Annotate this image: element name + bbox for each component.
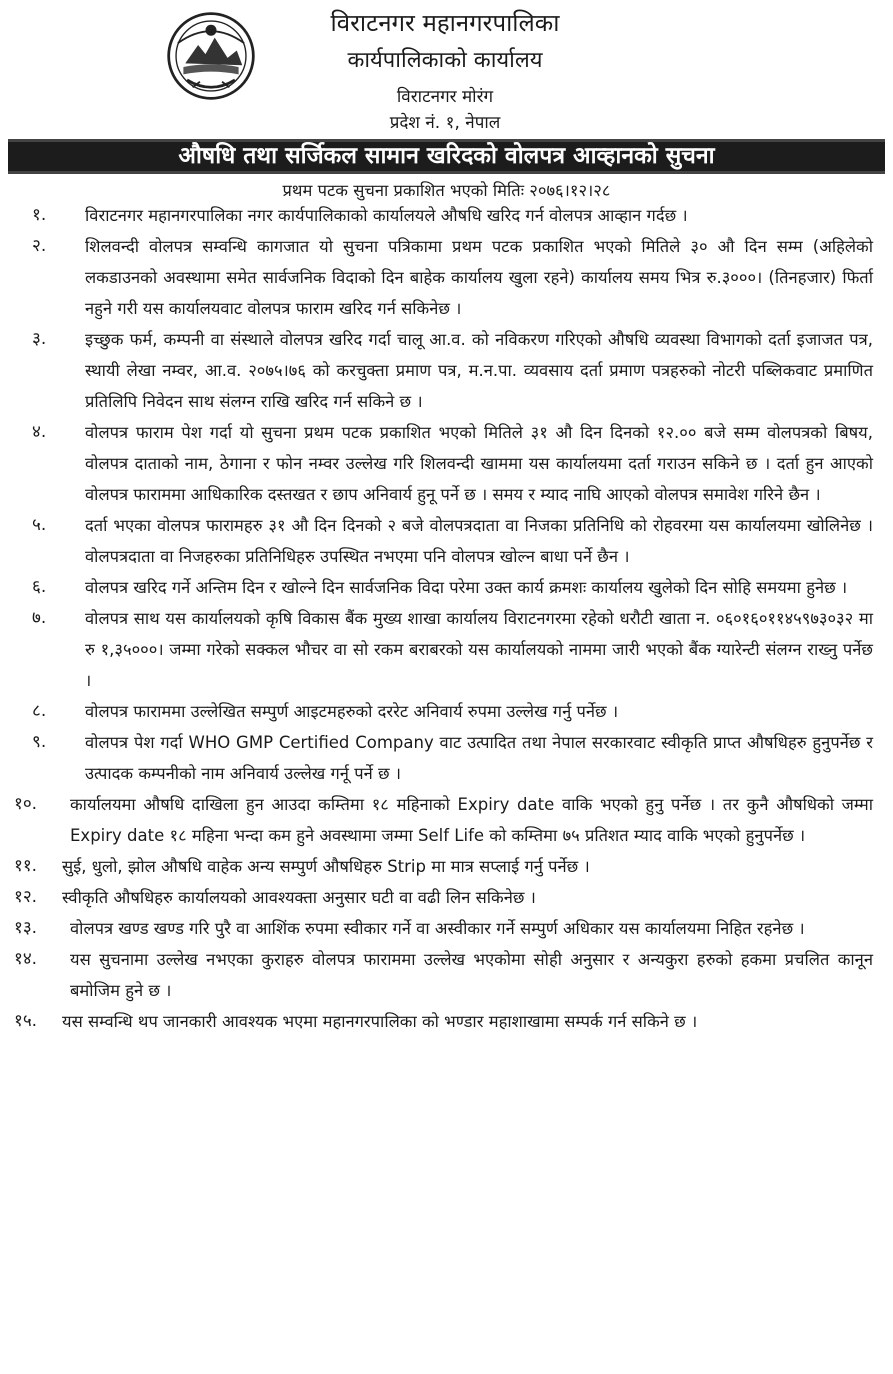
clause-number: ८. <box>32 701 47 721</box>
clause-list <box>0 200 893 1037</box>
clause-text: शिलवन्दी वोलपत्र सम्वन्धि कागजात यो सुचना पत्रिकामा प्रथम पटक प्रकाशित भएको मितिले ३० औ दिन सम्म (अहिलेको लकडाउनको अवस्थामा समेत सार्वजनिक विदाको दिन बाहेक कार्यालय खुला रहने) कार्यालय समय भित्र रु.३०००। (तिनहजार) फिर्ता नहुने गरी यस कार्यालयवाट वोलपत्र फाराम खरिद गर्न सकिनेछ । <box>85 237 873 318</box>
clause-text: सुई, धुलो, झोल औषधि वाहेक अन्य सम्पुर्ण औषधिहरु Strip मा मात्र सप्लाई गर्नु पर्नेछ । <box>62 857 590 876</box>
clause-item <box>0 944 893 1006</box>
clause-item <box>0 324 893 417</box>
clause-item <box>0 789 893 851</box>
municipality-name: विराटनगर महानगरपालिका <box>330 9 560 37</box>
clause-item <box>0 200 893 231</box>
clause-number: १४. <box>14 949 38 969</box>
clause-item <box>0 417 893 510</box>
clause-text: यस सुचनामा उल्लेख नभएका कुराहरु वोलपत्र फाराममा उल्लेख भएकोमा सोही अनुसार र अन्यकुरा हरुको हकमा प्रचलित कानून बमोजिम हुने छ । <box>70 950 873 1000</box>
office-location: विराटनगर मोरंग <box>396 87 494 107</box>
clause-number: १३. <box>14 918 38 938</box>
clause-number: ५. <box>32 515 47 535</box>
clause-number: ६. <box>32 577 47 597</box>
clause-number: ७. <box>32 608 47 628</box>
notice-title: औषधि तथा सर्जिकल सामान खरिदको वोलपत्र आव्हानको सुचना <box>8 139 885 174</box>
clause-item <box>0 510 893 572</box>
clause-number: ९. <box>32 732 47 752</box>
clause-item <box>0 231 893 324</box>
clause-text: वोलपत्र फाराममा उल्लेखित सम्पुर्ण आइटमहरुको दररेट अनिवार्य रुपमा उल्लेख गर्नु पर्नेछ । <box>85 702 619 721</box>
clause-number: ४. <box>32 422 47 442</box>
clause-text: इच्छुक फर्म, कम्पनी वा संस्थाले वोलपत्र खरिद गर्दा चालू आ.व. को नविकरण गरिएको औषधि व्यवस्था विभागको दर्ता इजाजत पत्र, स्थायी लेखा नम्वर, आ.व. २०७५।७६ को करचुक्ता प्रमाण पत्र, म.न.पा. व्यवसाय दर्ता प्रमाण पत्रहरुको नोटरी पब्लिकवाट प्रमाणित प्रतिलिपि निवेदन साथ संलग्न राखि खरिद गर्न सकिने छ । <box>85 330 873 411</box>
clause-item <box>0 1006 893 1037</box>
clause-item <box>0 572 893 603</box>
office-name: कार्यपालिकाको कार्यालय <box>347 48 543 73</box>
clause-item <box>0 603 893 696</box>
clause-item <box>0 913 893 944</box>
letterhead <box>0 0 893 136</box>
clause-text: दर्ता भएका वोलपत्र फारामहरु ३१ औ दिन दिनको २ बजे वोलपत्रदाता वा निजका प्रतिनिधि को रोहवरमा यस कार्यालयमा खोलिनेछ । वोलपत्रदाता वा निजहरुका प्रतिनिधिहरु उपस्थित नभएमा पनि वोलपत्र खोल्न बाधा पर्ने छैन । <box>85 516 873 566</box>
clause-text: यस सम्वन्धि थप जानकारी आवश्यक भएमा महानगरपालिका को भण्डार महाशाखामा सम्पर्क गर्न सकिने छ । <box>62 1012 698 1031</box>
clause-number: १२. <box>14 887 38 907</box>
clause-number: २. <box>32 236 47 256</box>
clause-text: वोलपत्र फाराम पेश गर्दा यो सुचना प्रथम पटक प्रकाशित भएको मितिले ३१ औ दिन दिनको १२.०० बजे सम्म वोलपत्रको बिषय, वोलपत्र दाताको नाम, ठेगाना र फोन नम्वर उल्लेख गरि शिलवन्दी खाममा यस कार्यालयमा दर्ता गराउन सकिने छ । दर्ता हुन आएको वोलपत्र फाराममा आधिकारिक दस्तखत र छाप अनिवार्य हुनू पर्ने छ । समय र म्याद नाघि आएको वोलपत्र समावेश गरिने छैन । <box>85 423 873 504</box>
clause-text: वोलपत्र पेश गर्दा WHO GMP Certified Company वाट उत्पादित तथा नेपाल सरकारवाट स्वीकृति प्राप्त औषधिहरु हुनुपर्नेछ र उत्पादक कम्पनीको नाम अनिवार्य उल्लेख गर्नू पर्ने छ । <box>85 733 873 783</box>
clause-text: वोलपत्र साथ यस कार्यालयको कृषि विकास बैंक मुख्य शाखा कार्यालय विराटनगरमा रहेको धरौटी खाता न. ०६०१६०११४५९७३०३२ मा रु १,३५०००। जम्मा गरेको सक्कल भौचर वा सो रकम बराबरको यस कार्यालयको नाममा जारी भएको बैंक ग्यारेन्टी संलग्न राख्नु पर्नेछ । <box>85 609 873 690</box>
clause-text: विराटनगर महानगरपालिका नगर कार्यपालिकाको कार्यालयले औषधि खरिद गर्न वोलपत्र आव्हान गर्दछ । <box>85 206 688 225</box>
clause-number: ११. <box>14 856 38 876</box>
clause-item <box>0 727 893 789</box>
clause-item <box>0 851 893 882</box>
clause-number: १५. <box>14 1011 38 1031</box>
clause-number: १. <box>32 205 47 225</box>
clause-text: वोलपत्र खरिद गर्ने अन्तिम दिन र खोल्ने दिन सार्वजनिक विदा परेमा उक्त कार्य क्रमशः कार्यालय खुलेको दिन सोहि समयमा हुनेछ । <box>85 578 848 597</box>
clause-text: कार्यालयमा औषधि दाखिला हुन आउदा कम्तिमा १८ महिनाको Expiry date वाकि भएको हुनु पर्नेछ । तर कुनै औषधिको जम्मा Expiry date १८ महिना भन्दा कम हुने अवस्थामा जम्मा Self Life को कम्तिमा ७५ प्रतिशत म्याद वाकि भएको हुनुपर्नेछ । <box>70 795 873 845</box>
publication-date: प्रथम पटक सुचना प्रकाशित भएको मितिः २०७६।१२।२८ <box>282 181 611 200</box>
clause-text: वोलपत्र खण्ड खण्ड गरि पुरै वा आशिंक रुपमा स्वीकार गर्ने वा अस्वीकार गर्ने सम्पुर्ण अधिकार यस कार्यालयमा निहित रहनेछ । <box>70 919 805 938</box>
province-line: प्रदेश नं. १, नेपाल <box>389 113 501 133</box>
clause-number: १०. <box>14 794 38 814</box>
clause-number: ३. <box>32 329 47 349</box>
clause-item <box>0 882 893 913</box>
clause-item <box>0 696 893 727</box>
clause-text: स्वीकृति औषधिहरु कार्यालयको आवश्यक्ता अनुसार घटी वा वढी लिन सकिनेछ । <box>62 888 536 907</box>
